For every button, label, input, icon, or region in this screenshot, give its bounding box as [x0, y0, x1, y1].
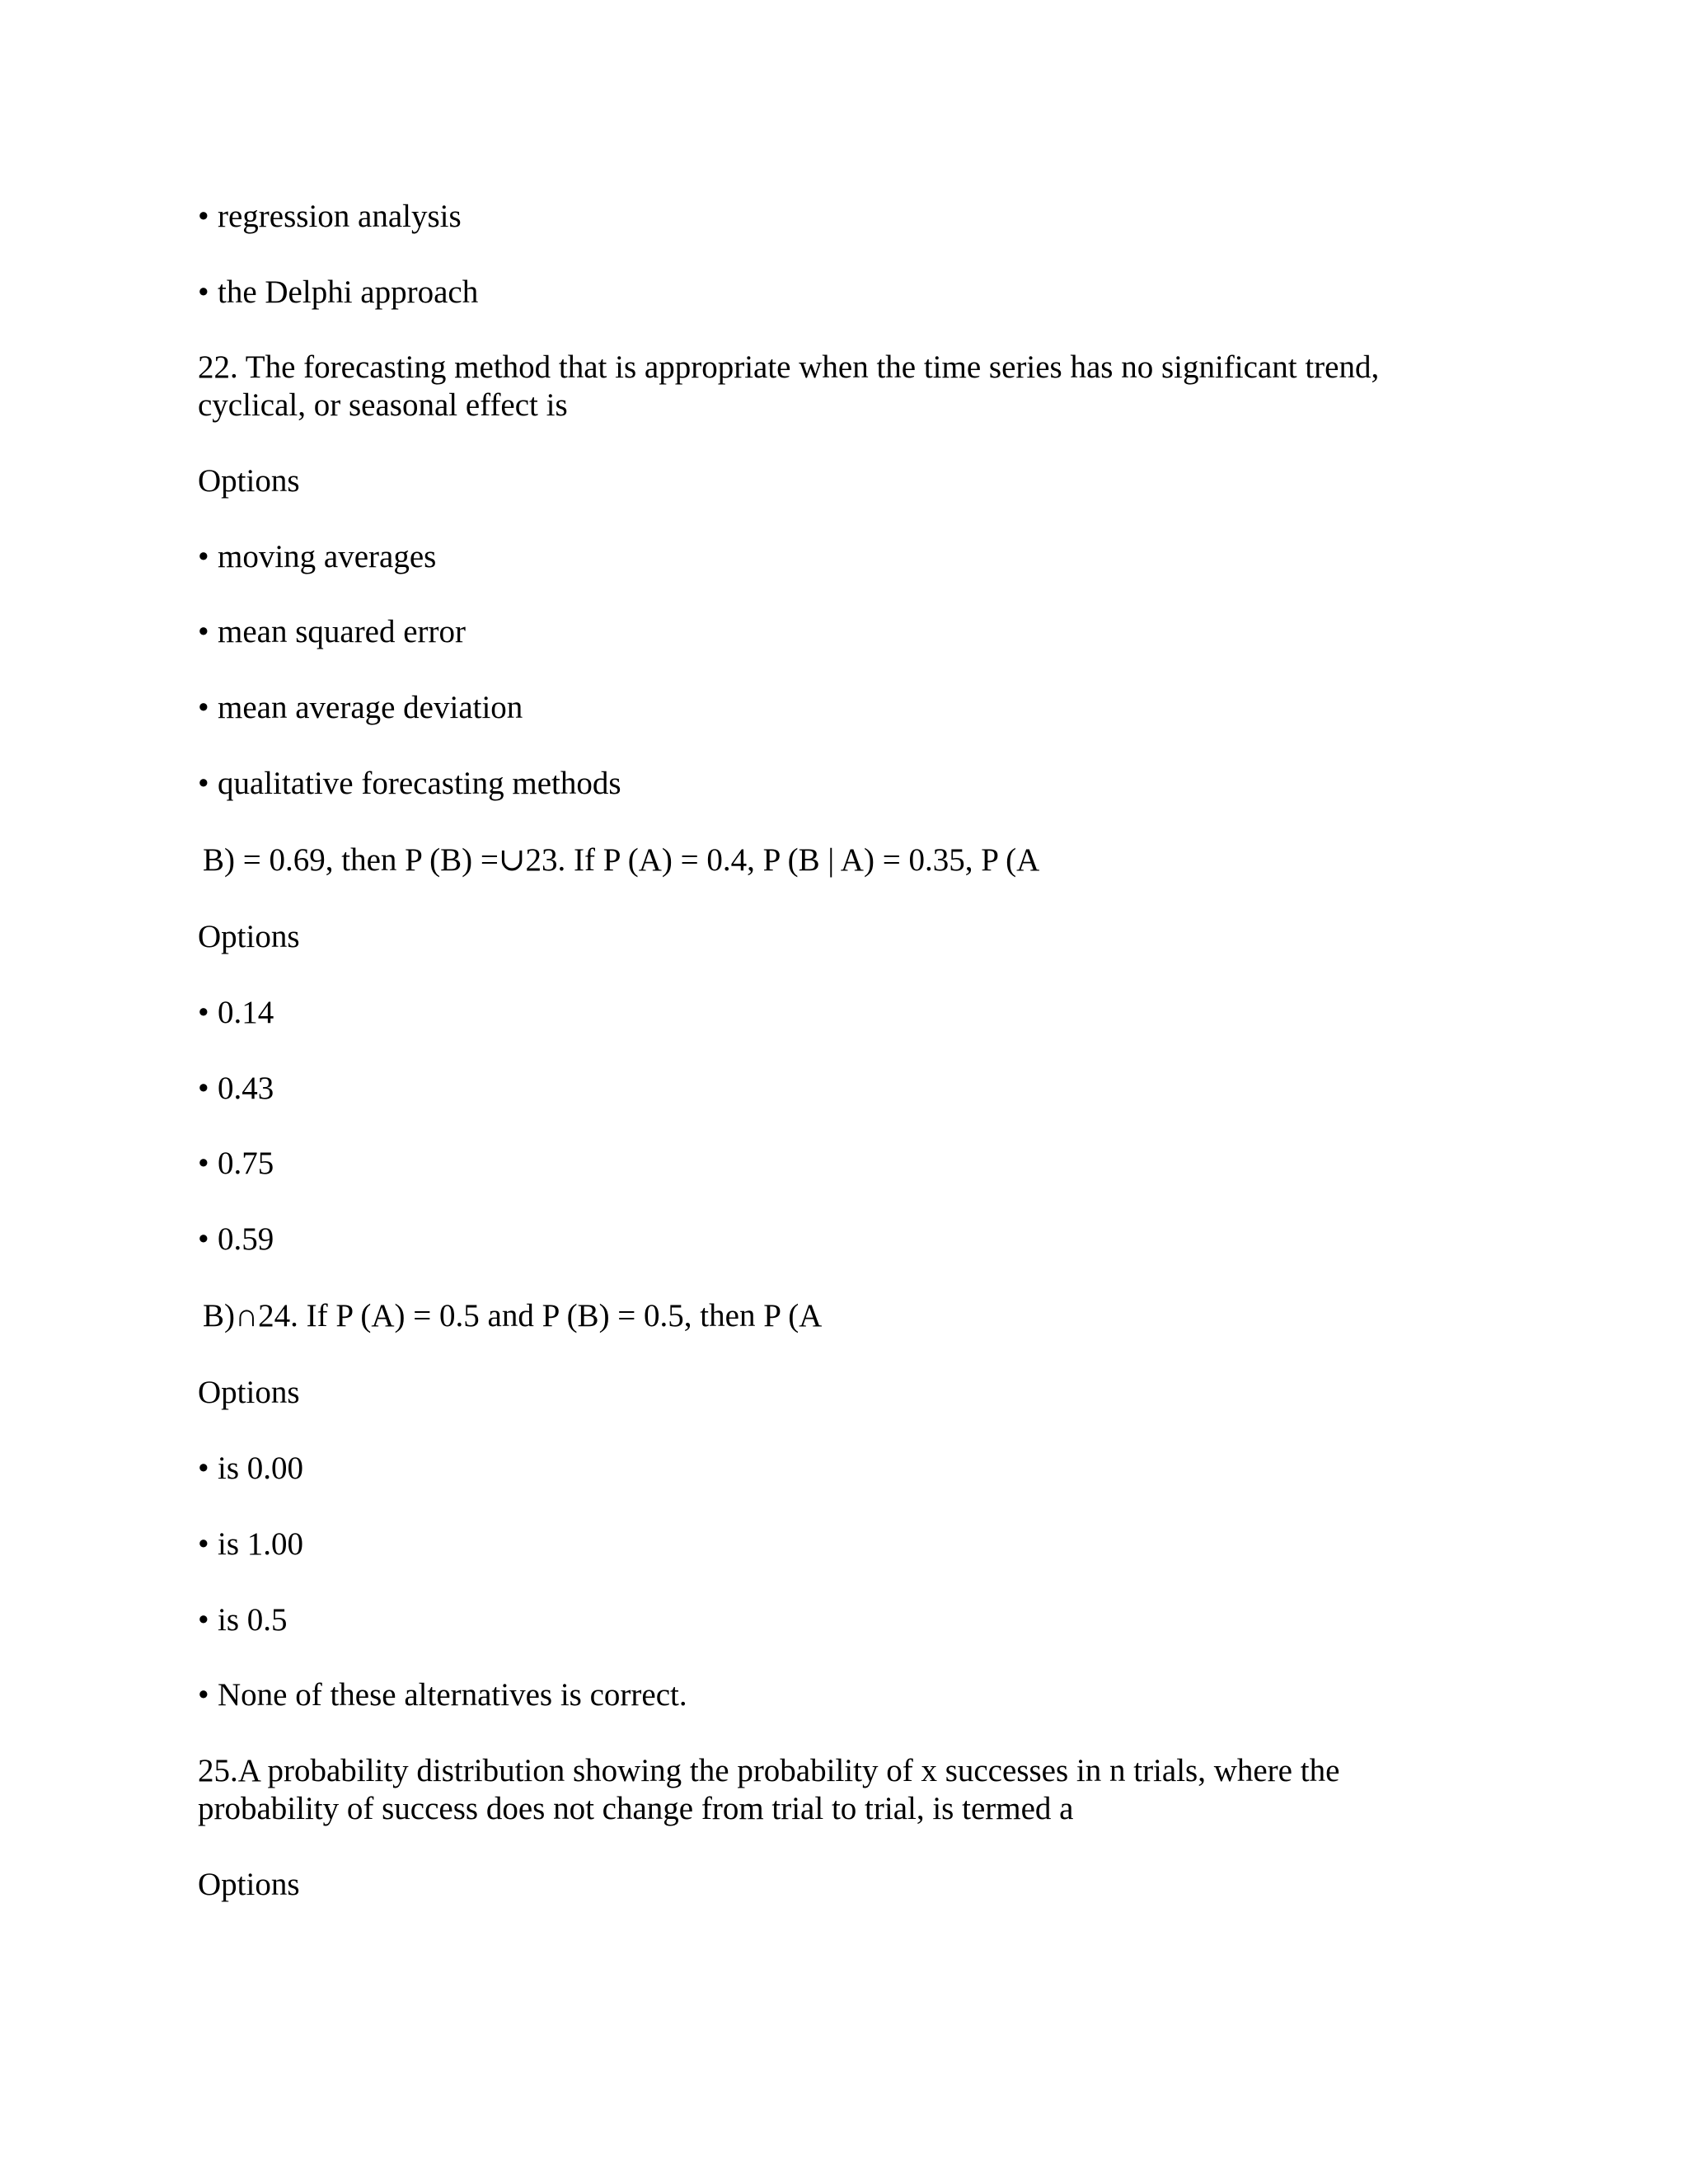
option-line	[198, 198, 462, 236]
option-line	[198, 765, 621, 803]
question-23-line: B) = 0.69, then P (B) =∪23. If P (A) = 0.4, P (B | A) = 0.35, P (A	[203, 842, 1040, 878]
option-line	[198, 994, 274, 1032]
question-24-line: B)∩24. If P (A) = 0.5 and P (B) = 0.5, then P (A	[203, 1298, 823, 1333]
option-text: regression analysis	[218, 199, 462, 234]
bullet-glyph: •	[198, 1451, 209, 1486]
option-line	[198, 613, 466, 651]
question-25-line-1: 25.A probability distribution showing the probability of x successes in n trials, where the	[198, 1753, 1340, 1788]
option-line	[198, 1676, 687, 1714]
option-line	[198, 1450, 303, 1488]
option-text: 0.43	[218, 1071, 274, 1106]
option-line	[198, 1601, 288, 1639]
bullet-glyph: •	[198, 274, 209, 310]
option-text: is 1.00	[218, 1526, 304, 1562]
option-text: 0.75	[218, 1146, 274, 1181]
option-text: moving averages	[218, 539, 437, 574]
bullet-glyph: •	[198, 1221, 209, 1257]
option-text: is 0.5	[218, 1602, 288, 1638]
bullet-glyph: •	[198, 1526, 209, 1562]
option-text: 0.59	[218, 1221, 274, 1257]
option-line	[198, 1145, 274, 1183]
bullet-glyph: •	[198, 539, 209, 574]
option-line	[198, 1526, 303, 1563]
option-text: is 0.00	[218, 1451, 304, 1486]
bullet-glyph: •	[198, 1602, 209, 1638]
bullet-glyph: •	[198, 995, 209, 1030]
option-text: 0.14	[218, 995, 274, 1030]
option-text: qualitative forecasting methods	[218, 766, 621, 801]
bullet-glyph: •	[198, 766, 209, 801]
question-22-line-2: cyclical, or seasonal effect is	[198, 387, 568, 423]
question-25-line-2: probability of success does not change from trial to trial, is termed a	[198, 1791, 1074, 1826]
options-heading: Options	[198, 1867, 300, 1902]
options-heading: Options	[198, 463, 300, 499]
option-text: None of these alternatives is correct.	[218, 1677, 687, 1713]
option-text: the Delphi approach	[218, 274, 479, 310]
bullet-glyph: •	[198, 1146, 209, 1181]
bullet-glyph: •	[198, 614, 209, 649]
options-heading: Options	[198, 1375, 300, 1410]
option-line	[198, 274, 478, 312]
bullet-glyph: •	[198, 690, 209, 725]
bullet-glyph: •	[198, 1677, 209, 1713]
bullet-glyph: •	[198, 1071, 209, 1106]
bullet-glyph: •	[198, 199, 209, 234]
question-22-line-1: 22. The forecasting method that is appropriate when the time series has no significant trend,	[198, 349, 1380, 385]
option-text: mean squared error	[218, 614, 467, 649]
options-heading: Options	[198, 919, 300, 954]
option-text: mean average deviation	[218, 690, 523, 725]
option-line	[198, 1070, 274, 1108]
option-line	[198, 689, 523, 727]
option-line	[198, 1221, 274, 1258]
option-line	[198, 538, 436, 576]
